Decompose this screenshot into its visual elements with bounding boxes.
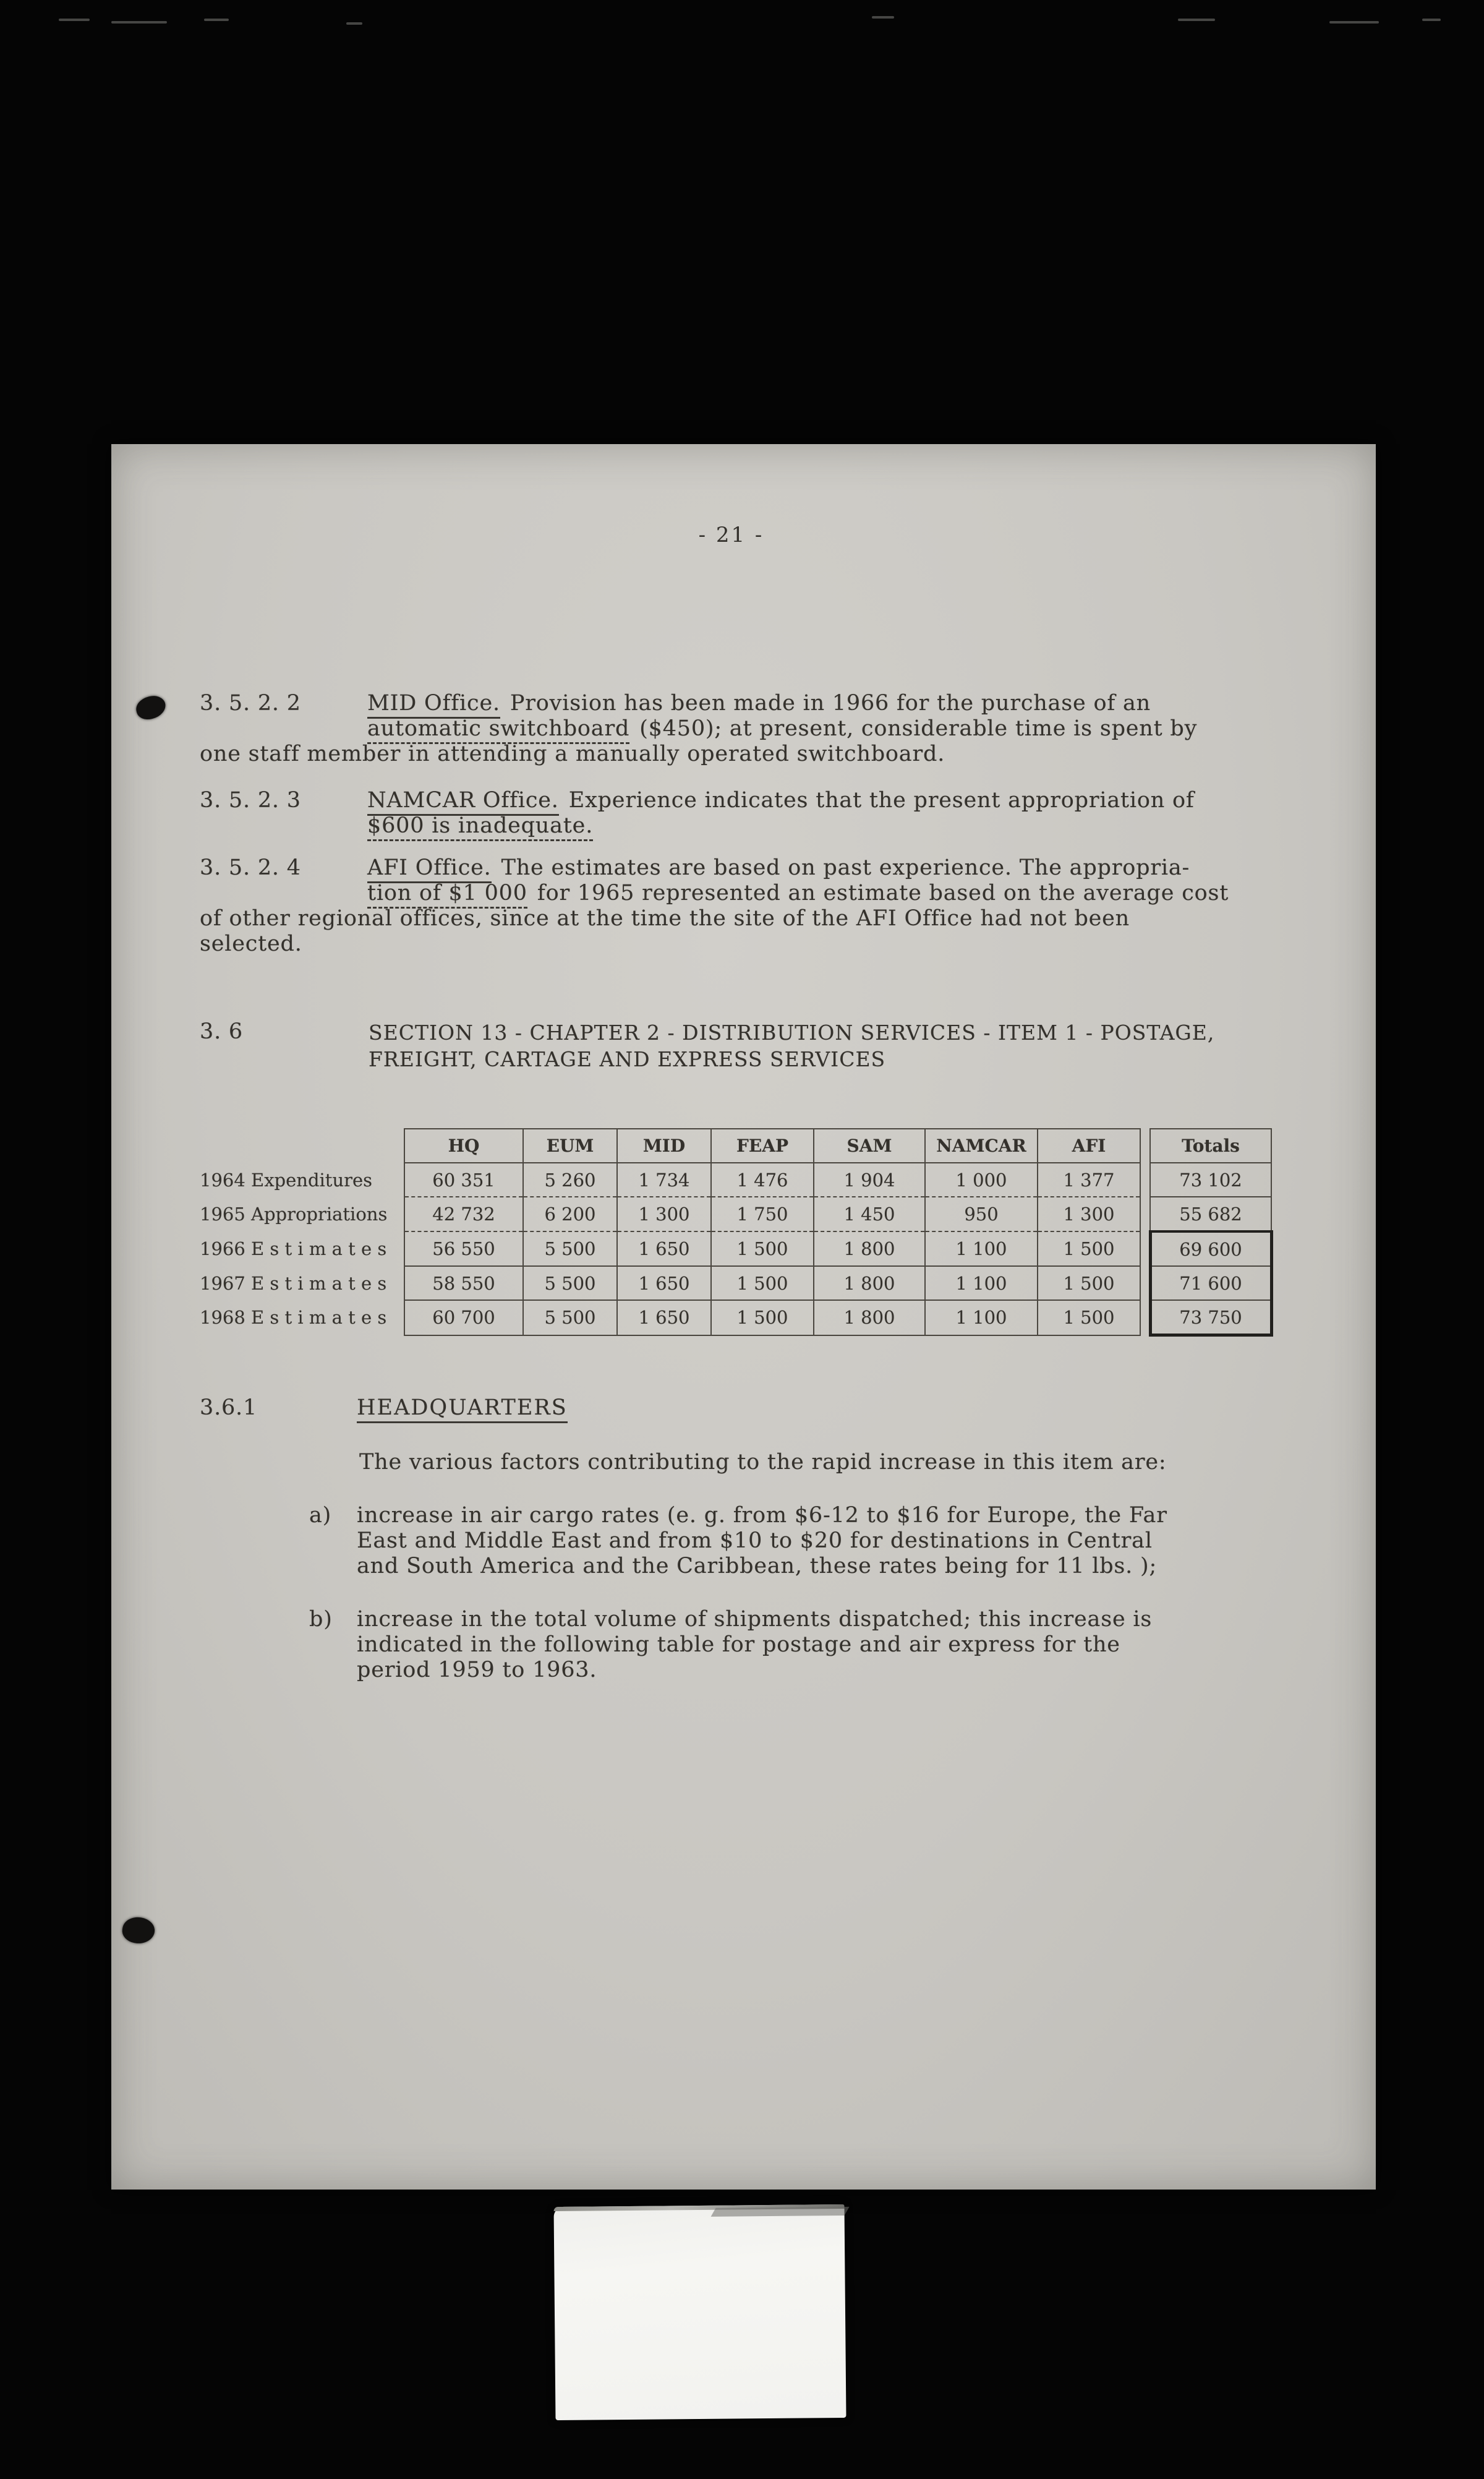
cell: 1 800 [814,1300,925,1335]
cell: 1 650 [617,1266,711,1300]
list-marker-b: b) [309,1607,333,1632]
headquarters-heading [357,1395,568,1420]
paragraph-3524-line3: of other regional offices, since at the time the site of the AFI Office had not been [200,906,1130,931]
cell: 1 650 [617,1300,711,1335]
table-row [200,1231,1271,1266]
column-header: AFI [1038,1129,1140,1163]
paragraph-3524-line1 [367,855,1190,880]
cell: 1 000 [925,1163,1038,1197]
office-name-underlined: MID Office. [367,691,500,719]
cell: 950 [925,1197,1038,1231]
cell: 1 800 [814,1266,925,1300]
paragraph-3523-line1 [367,788,1195,813]
table-corner [200,1129,404,1163]
cell: 5 500 [523,1266,617,1300]
cell: 1 100 [925,1300,1038,1335]
section-label-3-5-2-3: 3. 5. 2. 3 [200,788,301,813]
body-text: Experience indicates that the present appropriation of [568,788,1195,813]
paragraph-3522-line1 [367,691,1151,716]
cell: 1 650 [617,1231,711,1266]
item-a-line3: and South America and the Caribbean, these rates being for 11 lbs. ); [357,1554,1158,1578]
scan-edge-mark [872,16,894,19]
office-name-underlined: NAMCAR Office. [367,788,559,816]
scan-edge-mark [1329,21,1379,24]
section-heading-line2: FREIGHT, CARTAGE AND EXPRESS SERVICES [369,1047,886,1071]
paragraph-3522-line3: one staff member in attending a manually operated switchboard. [200,742,945,766]
scan-edge-mark [111,21,167,24]
cell: 1 500 [1038,1266,1140,1300]
column-gap [1140,1129,1150,1163]
cell: 56 550 [404,1231,523,1266]
cell: 1 500 [1038,1300,1140,1335]
item-b-line3: period 1959 to 1963. [357,1658,597,1682]
cell: 60 700 [404,1300,523,1335]
underlined-heading-text: HEADQUARTERS [357,1395,568,1423]
item-b-line2: indicated in the following table for postage and air express for the [357,1632,1120,1657]
scan-edge-mark [204,19,229,21]
page-number: - 21 - [698,523,764,547]
table-row [200,1266,1271,1300]
expenditure-table [200,1128,1273,1337]
scan-edge-mark [1422,19,1441,21]
cell: 1 800 [814,1231,925,1266]
section-label-3-5-2-4: 3. 5. 2. 4 [200,855,301,880]
cell: 1 500 [711,1300,814,1335]
cell: 5 500 [523,1300,617,1335]
body-text: The estimates are based on past experience. The appropria- [501,855,1190,880]
paragraph-3522-line2 [367,716,1197,741]
cell: 1 100 [925,1231,1038,1266]
row-label: 1966 E s t i m a t e s [200,1238,387,1259]
dashed-underlined-text: tion of $1 000 [367,881,527,909]
item-b-line1: increase in the total volume of shipments dispatched; this increase is [357,1607,1153,1632]
cell: 1 476 [711,1163,814,1197]
cell-totals: 55 682 [1150,1197,1271,1231]
cell: 60 351 [404,1163,523,1197]
item-a-line2: East and Middle East and from $10 to $20 for destinations in Central [357,1528,1153,1553]
cell: 1 750 [711,1197,814,1231]
column-gap [1140,1197,1150,1231]
cell-totals: 69 600 [1150,1231,1271,1266]
column-header-totals: Totals [1150,1129,1271,1163]
column-gap [1140,1231,1150,1266]
cell: 5 500 [523,1231,617,1266]
paragraph-3523-line2 [367,813,593,838]
row-label: 1965 Appropriations [200,1204,388,1225]
cell: 1 500 [711,1266,814,1300]
row-label: 1968 E s t i m a t e s [200,1307,387,1329]
item-a-line1: increase in air cargo rates (e. g. from $6-12 to $16 for Europe, the Far [357,1503,1167,1528]
section-label-3-5-2-2: 3. 5. 2. 2 [200,691,301,716]
cell: 1 500 [1038,1231,1140,1266]
dashed-underlined-text: $600 is inadequate. [367,813,593,841]
document-page [111,444,1376,2190]
cell-totals: 73 102 [1150,1163,1271,1197]
cell-totals: 71 600 [1150,1266,1271,1300]
intro-sentence: The various factors contributing to the rapid increase in this item are: [359,1450,1167,1475]
column-gap [1140,1300,1150,1335]
column-header: SAM [814,1129,925,1163]
scan-edge-mark [1178,19,1215,21]
scan-edge-mark [59,19,90,21]
row-label: 1964 Expenditures [200,1169,373,1191]
cell: 1 377 [1038,1163,1140,1197]
cell: 1 904 [814,1163,925,1197]
cell: 1 500 [711,1231,814,1266]
cell: 1 100 [925,1266,1038,1300]
office-name-underlined: AFI Office. [367,855,492,883]
table-header-row [200,1129,1271,1163]
paragraph-3524-line4: selected. [200,931,302,956]
paragraph-3524-line2 [367,881,1229,906]
column-header: HQ [404,1129,523,1163]
scan-edge-mark [346,22,362,25]
column-gap [1140,1163,1150,1197]
section-label-3-6: 3. 6 [200,1019,243,1044]
ink-blot [121,1915,156,1946]
column-header: FEAP [711,1129,814,1163]
paper-tab [554,2204,846,2420]
body-text: Provision has been made in 1966 for the purchase of an [510,691,1151,716]
column-gap [1140,1266,1150,1300]
cell: 5 260 [523,1163,617,1197]
body-text: for 1965 represented an estimate based on the average cost [537,881,1229,906]
table-row [200,1163,1271,1197]
ink-blot [134,693,168,722]
section-label-3-6-1: 3.6.1 [200,1395,258,1420]
column-header: EUM [523,1129,617,1163]
table-row [200,1300,1271,1335]
section-heading-line1: SECTION 13 - CHAPTER 2 - DISTRIBUTION SERVICES - ITEM 1 - POSTAGE, [369,1021,1215,1045]
cell: 6 200 [523,1197,617,1231]
dashed-underlined-text: automatic switchboard [367,716,629,744]
cell: 42 732 [404,1197,523,1231]
column-header: NAMCAR [925,1129,1038,1163]
list-marker-a: a) [309,1503,332,1528]
column-header: MID [617,1129,711,1163]
table-row [200,1197,1271,1231]
cell: 58 550 [404,1266,523,1300]
cell-totals: 73 750 [1150,1300,1271,1335]
body-text: ($450); at present, considerable time is spent by [639,716,1198,741]
row-label: 1967 E s t i m a t e s [200,1272,387,1294]
cell: 1 300 [617,1197,711,1231]
cell: 1 734 [617,1163,711,1197]
cell: 1 300 [1038,1197,1140,1231]
cell: 1 450 [814,1197,925,1231]
